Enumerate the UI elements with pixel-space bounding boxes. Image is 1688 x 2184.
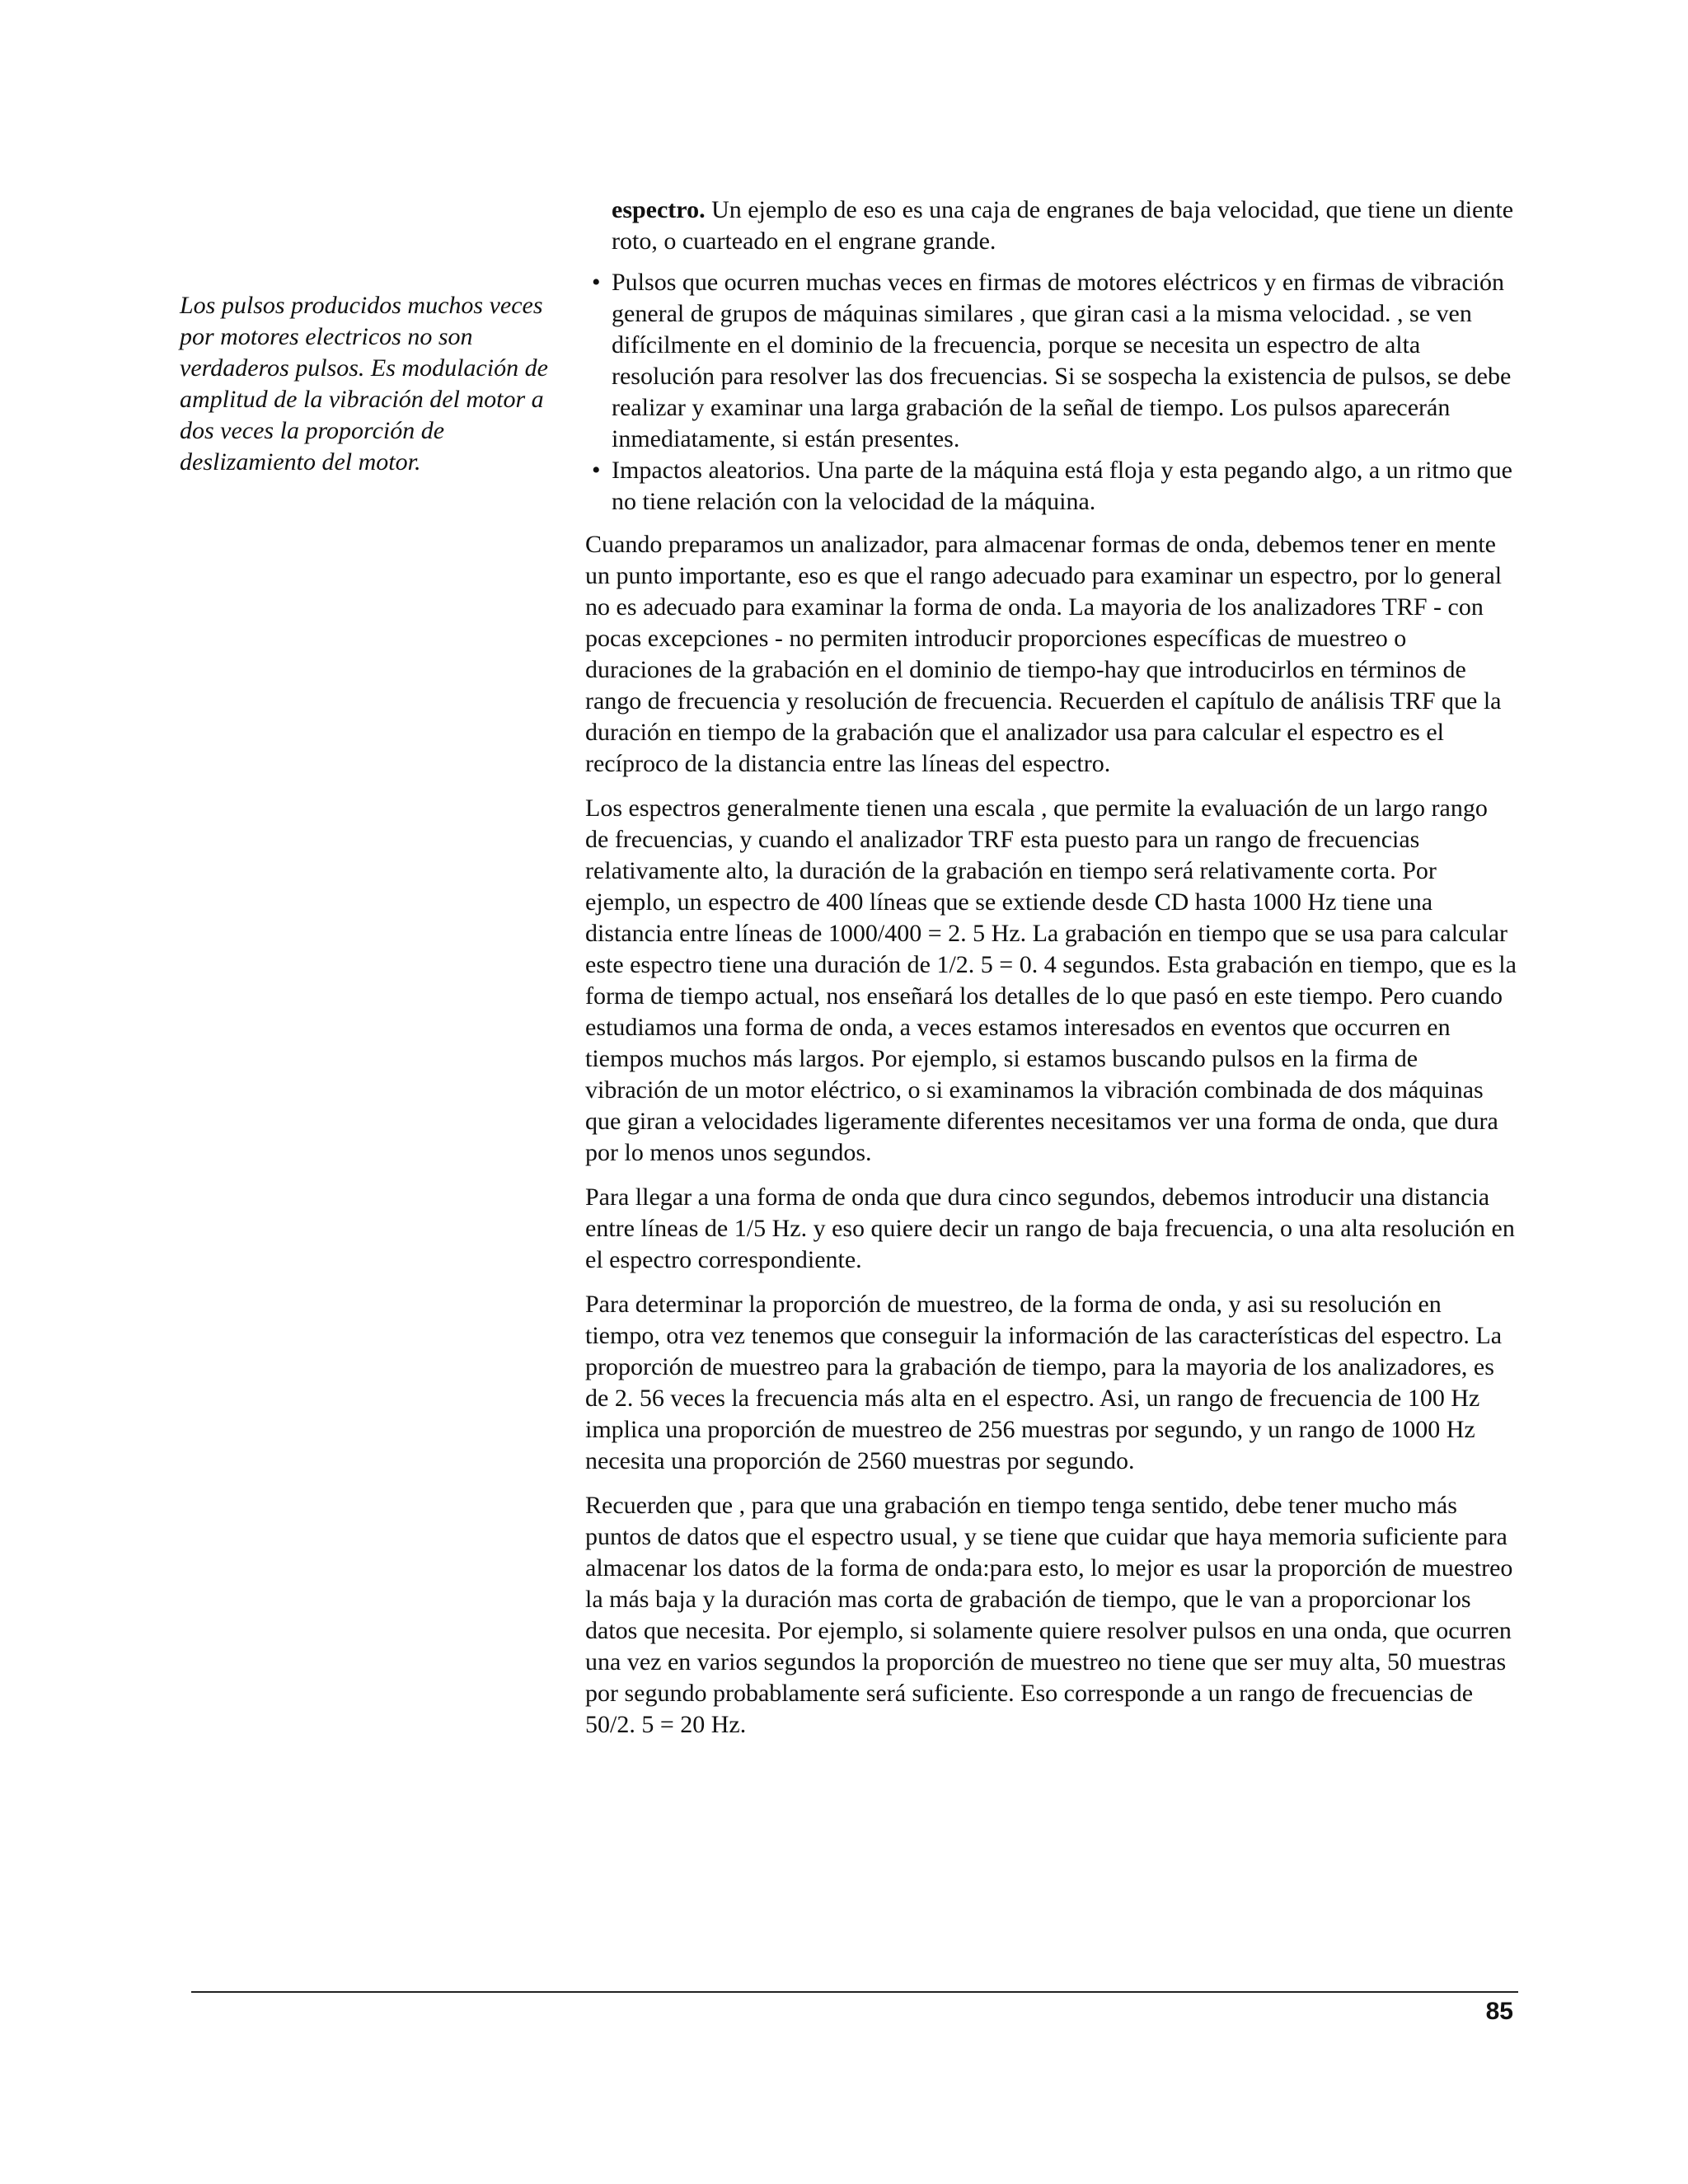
continuation-bold-lead: espectro. xyxy=(612,196,706,223)
page-number: 85 xyxy=(1485,1998,1513,2025)
continuation-paragraph xyxy=(612,194,1517,257)
bullet-icon: • xyxy=(592,457,601,484)
bullet-text: Pulsos que ocurren muchas veces en firmas de motores eléctricos y en firmas de vibración general de grupos de máquinas similares , que giran casi a la misma velocidad. , se ven difícilmente en el dominio de la frecuencia, porque se necesita un espectro de alta resolución para resolver las dos frecuencias. Si se sospecha la existencia de pulsos, se debe realizar y examinar una larga grabación de la señal de tiempo. Los pulsos aparecerán inmediatamente, si están presentes. xyxy=(612,269,1512,452)
body-paragraph: Recuerden que , para que una grabación en tiempo tenga sentido, debe tener mucho más puntos de datos que el espectro usual, y se tiene que cuidar que haya memoria suficiente para almacenar los datos de la forma de onda:para esto, lo mejor es usar la proporción de muestreo la más baja y la duración mas corta de grabación de tiempo, que le van a proporcionar los datos que necesita. Por ejemplo, si solamente quiere resolver pulsos en una onda, que ocurren una vez en varios segundos la proporción de muestreo no tiene que ser muy alta, 50 muestras por segundo probablamente será suficiente. Eso corresponde a un rango de frecuencias de 50/2. 5 = 20 Hz. xyxy=(585,1492,1513,1738)
footer-divider xyxy=(191,1991,1518,1993)
bullet-list xyxy=(585,267,1517,518)
bullet-item xyxy=(585,267,1517,455)
body-paragraph: Cuando preparamos un analizador, para almacenar formas de onda, debemos tener en mente un punto importante, eso es que el rango adecuado para examinar un espectro, por lo general no es adecuado para examinar la forma de onda. La mayoria de los analizadores TRF - con pocas excepciones - no permiten introducir proporciones específicas de muestreo o duraciones de la grabación en el dominio de tiempo-hay que introducirlos en términos de rango de frecuencia y resolución de frecuencia. Recuerden el capítulo de análisis TRF que la duración en tiempo de la grabación que el analizador usa para calcular el espectro es el recíproco de la distancia entre las líneas del espectro. xyxy=(585,531,1503,777)
continuation-text: Un ejemplo de eso es una caja de engranes de baja velocidad, que tiene un diente roto, o cuarteado en el engrane grande. xyxy=(612,196,1514,255)
body-paragraph: Los espectros generalmente tienen una escala , que permite la evaluación de un largo rango de frecuencias, y cuando el analizador TRF esta puesto para un rango de frecuencias relativamente alto, la duración de la grabación en tiempo será relativamente corta. Por ejemplo, un espectro de 400 líneas que se extiende desde CD hasta 1000 Hz tiene una distancia entre líneas de 1000/400 = 2. 5 Hz. La grabación en tiempo que se usa para calcular este espectro tiene una duración de 1/2. 5 = 0. 4 segundos. Esta grabación en tiempo, que es la forma de tiempo actual, nos enseñará los detalles de lo que pasó en este tiempo. Pero cuando estudiamos una forma de onda, a veces estamos interesados en eventos que occurren en tiempos muchos más largos. Por ejemplo, si estamos buscando pulsos en la firma de vibración de un motor eléctrico, o si examinamos la vibración combinada de dos máquinas que giran a velocidades ligeramente diferentes necesitamos ver una forma de onda, que dura por lo menos unos segundos. xyxy=(585,794,1517,1166)
body-paragraph: Para llegar a una forma de onda que dura cinco segundos, debemos introducir una distancia entre líneas de 1/5 Hz. y eso quiere decir un rango de baja frecuencia, o una alta resolución en el espectro correspondiente. xyxy=(585,1183,1515,1273)
bullet-text: Impactos aleatorios. Una parte de la máquina está floja y esta pegando algo, a un ritmo que no tiene relación con la velocidad de la máquina. xyxy=(612,457,1512,515)
margin-note: Los pulsos producidos muchos veces por motores electricos no son verdaderos pulsos. Es modulación de amplitud de la vibración del motor a dos veces la proporción de deslizamiento del motor. xyxy=(180,292,548,476)
body-paragraph: Para determinar la proporción de muestreo, de la forma de onda, y asi su resolución en tiempo, otra vez tenemos que conseguir la información de las características del espectro. La proporción de muestreo para la grabación de tiempo, para la mayoria de los analizadores, es de 2. 56 veces la frecuencia más alta en el espectro. Asi, un rango de frecuencia de 100 Hz implica una proporción de muestreo de 256 muestras por segundo, y un rango de 1000 Hz necesita una proporción de 2560 muestras por segundo. xyxy=(585,1291,1503,1474)
main-text-column xyxy=(585,194,1517,1754)
bullet-item xyxy=(585,455,1517,518)
bullet-icon: • xyxy=(592,269,601,296)
